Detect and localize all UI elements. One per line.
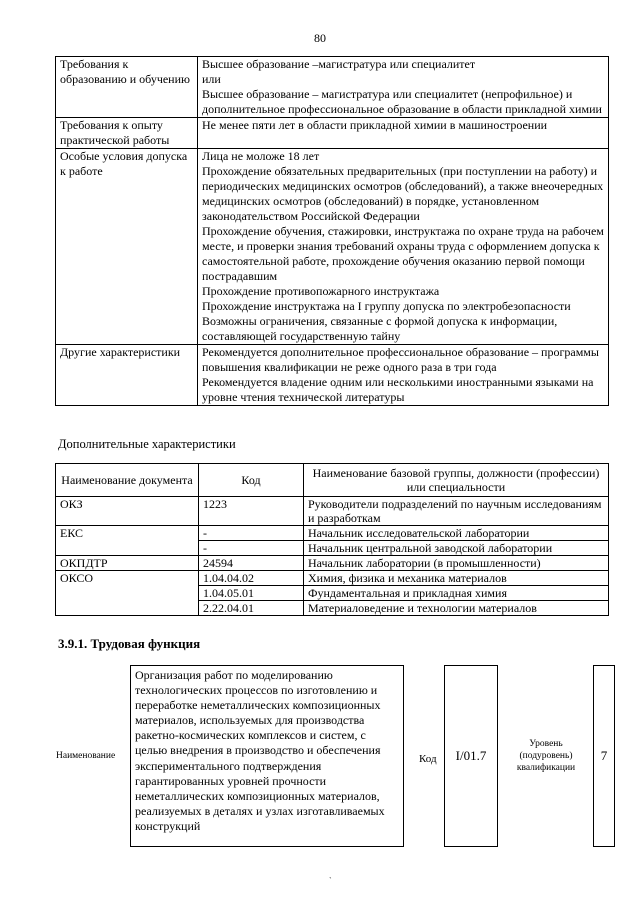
cell-name: Начальник центральной заводской лаборатории xyxy=(304,541,609,556)
header-code: Код xyxy=(199,464,304,497)
row-label: Особые условия допуска к работе xyxy=(56,149,198,345)
function-name-box: Организация работ по моделированию технологических процессов по изготовлению и переработке неметаллических композиционных материалов, используемых для производства ракетно-космических комплексов и систем, с целью внедрения в производство и обеспечения экспериментального подтверждения гарантированных уровней прочности неметаллических композиционных материалов, реализуемых в деталях и узлах изготавливаемых конструкций xyxy=(130,665,404,847)
cell-code: - xyxy=(199,526,304,541)
table-row xyxy=(56,556,609,571)
cell-name: Материаловедение и технологии материалов xyxy=(304,601,609,616)
function-code-box: I/01.7 xyxy=(444,665,498,847)
row-content xyxy=(198,149,609,345)
function-name-label: Наименование xyxy=(56,751,116,761)
text-line: Не менее пяти лет в области прикладной химии в машиностроении xyxy=(202,118,548,132)
table-row xyxy=(56,497,609,526)
cell-doc: ЕКС xyxy=(56,526,199,556)
text-line: Возможны ограничения, связанные с формой допуска к информации, составляющей государственную тайну xyxy=(202,314,558,343)
table-row xyxy=(56,149,609,345)
text-line: Высшее образование – магистратура или специалитет (непрофильное) и дополнительное профессиональное образование в области прикладной химии xyxy=(202,87,602,116)
row-label: Требования к опыту практической работы xyxy=(56,118,198,149)
text-line: или xyxy=(202,72,221,86)
cell-code: - xyxy=(199,541,304,556)
function-code-label: Код xyxy=(419,753,437,765)
cell-code: 24594 xyxy=(199,556,304,571)
requirements-table xyxy=(55,56,609,406)
section-title: 3.9.1. Трудовая функция xyxy=(58,636,201,651)
table-row xyxy=(56,526,609,541)
row-label: Другие характеристики xyxy=(56,345,198,406)
table-row xyxy=(56,571,609,586)
text-line: Рекомендуется дополнительное профессиональное образование – программы повышения квалификации не реже одного раза в три года xyxy=(202,345,599,374)
text-line: Прохождение противопожарного инструктажа xyxy=(202,284,440,298)
additional-table xyxy=(55,463,609,616)
text-line: Рекомендуется владение одним или несколькими иностранными языками на уровне чтения технической литературы xyxy=(202,375,594,404)
cell-doc: ОКЗ xyxy=(56,497,199,526)
table-row xyxy=(56,118,609,149)
row-content xyxy=(198,118,609,149)
cell-name: Химия, физика и механика материалов xyxy=(304,571,609,586)
table-header-row xyxy=(56,464,609,497)
cell-name: Фундаментальная и прикладная химия xyxy=(304,586,609,601)
row-content xyxy=(198,345,609,406)
cell-code: 1.04.04.02 xyxy=(199,571,304,586)
qualification-level-label: Уровень (подуровень) квалификации xyxy=(516,739,576,773)
table-row xyxy=(56,345,609,406)
text-line: Лица не моложе 18 лет xyxy=(202,149,320,163)
cell-doc: ОКПДТР xyxy=(56,556,199,571)
text-line: Прохождение обучения, стажировки, инструктажа по охране труда на рабочем месте, и проверки знания требований охраны труда с оформлением допуска к самостоятельной работе, прохождение обучения оказанию первой помощи пострадавшим xyxy=(202,224,604,283)
cell-code: 1.04.05.01 xyxy=(199,586,304,601)
row-label: Требования к образованию и обучению xyxy=(56,57,198,118)
header-name: Наименование базовой группы, должности (профессии) или специальности xyxy=(304,464,609,497)
cell-name: Руководители подразделений по научным исследованиям и разработкам xyxy=(304,497,609,526)
page-number: 80 xyxy=(314,31,326,45)
cell-name: Начальник лаборатории (в промышленности) xyxy=(304,556,609,571)
additional-caption: Дополнительные характеристики xyxy=(58,437,236,451)
cell-code: 2.22.04.01 xyxy=(199,601,304,616)
cell-code: 1223 xyxy=(199,497,304,526)
qualification-level-box: 7 xyxy=(593,665,615,847)
cell-name: Начальник исследовательской лаборатории xyxy=(304,526,609,541)
text-line: Прохождение обязательных предварительных (при поступлении на работу) и периодических медицинских осмотров (обследований), а также внеочередных медицинских осмотров (обследований) в порядке, установленном законодательством Российской Федерации xyxy=(202,164,604,223)
text-line: Прохождение инструктажа на I группу допуска по электробезопасности xyxy=(202,299,571,313)
table-row xyxy=(56,57,609,118)
header-document: Наименование документа xyxy=(56,464,199,497)
cell-doc: ОКСО xyxy=(56,571,199,616)
row-content xyxy=(198,57,609,118)
text-line: Высшее образование –магистратура или специалитет xyxy=(202,57,476,71)
scan-artifact: ` xyxy=(329,876,332,885)
